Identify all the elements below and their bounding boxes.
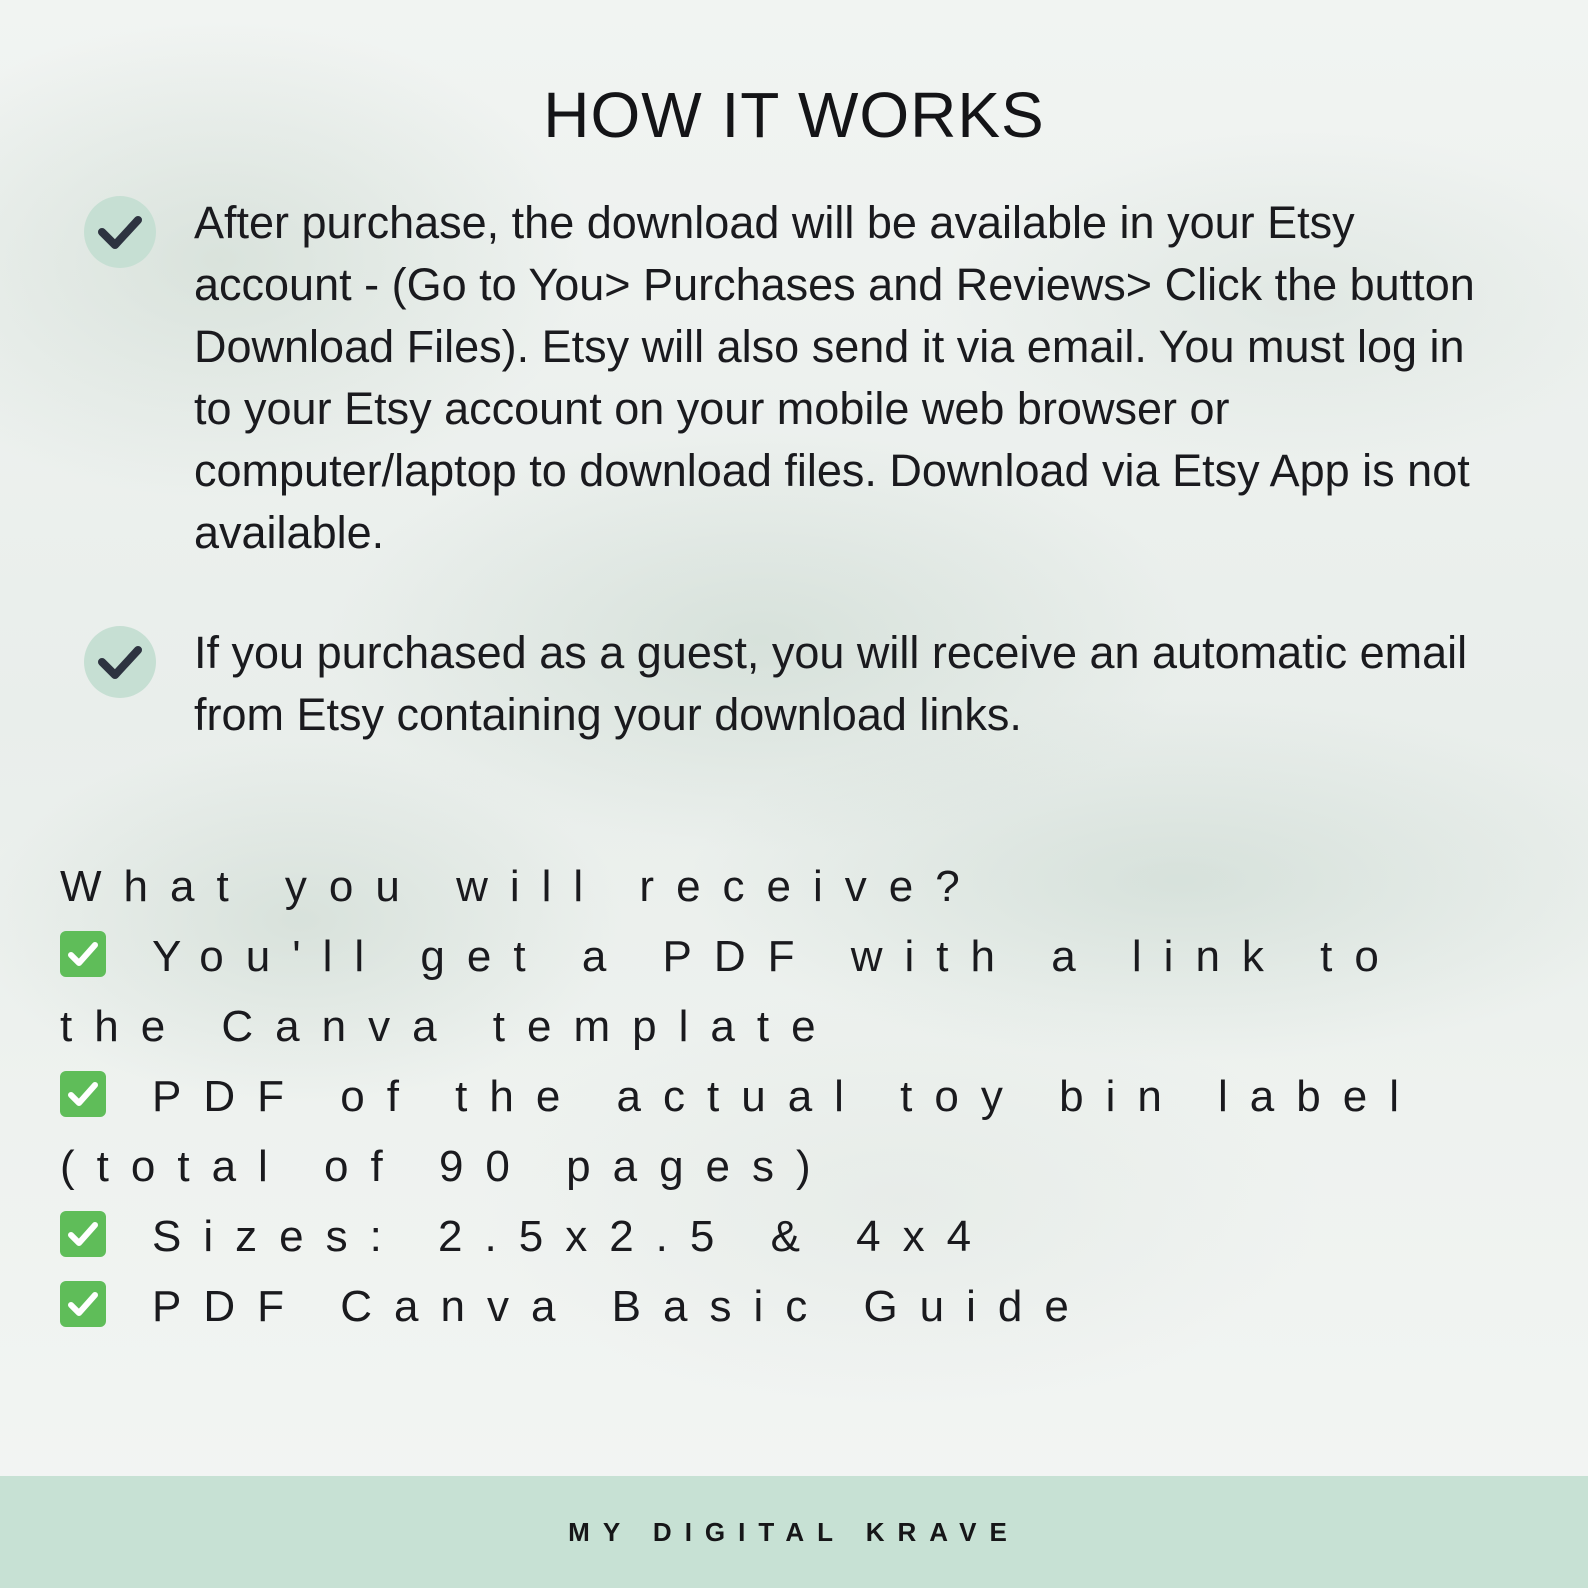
green-checkbox-icon [60, 1071, 106, 1117]
receive-item-text: PDF of the actual toy bin label (total of 90 pages) [60, 1072, 1421, 1191]
receive-item-text: You'll get a PDF with a link to the Canva template [60, 932, 1401, 1051]
receive-item [60, 1202, 1530, 1272]
step-2-text: If you purchased as a guest, you will receive an automatic email from Etsy containing your download links. [194, 627, 1468, 740]
brand-name: MY DIGITAL KRAVE [568, 1517, 1020, 1547]
receive-item [60, 1062, 1530, 1202]
footer-band [0, 1476, 1588, 1588]
receive-item-text: PDF Canva Basic Guide [152, 1282, 1091, 1331]
green-checkbox-icon [60, 1211, 106, 1257]
green-checkbox-icon [60, 931, 106, 977]
receive-section [60, 852, 1530, 1342]
receive-heading: What you will receive? [60, 862, 982, 911]
receive-item-text: Sizes: 2.5x2.5 & 4x4 [152, 1212, 994, 1261]
page-title: HOW IT WORKS [543, 79, 1045, 151]
checkmark-circle-icon [84, 626, 156, 698]
receive-item [60, 922, 1530, 1062]
step-1-text: After purchase, the download will be available in your Etsy account - (Go to You> Purchases and Reviews> Click the button Download Files). Etsy will also send it via email. You must log in to your Etsy account on your mobile web browser or computer/laptop to download files. Download via Etsy App is not available. [194, 197, 1475, 558]
checkmark-circle-icon [84, 196, 156, 268]
green-checkbox-icon [60, 1281, 106, 1327]
receive-item [60, 1272, 1530, 1342]
